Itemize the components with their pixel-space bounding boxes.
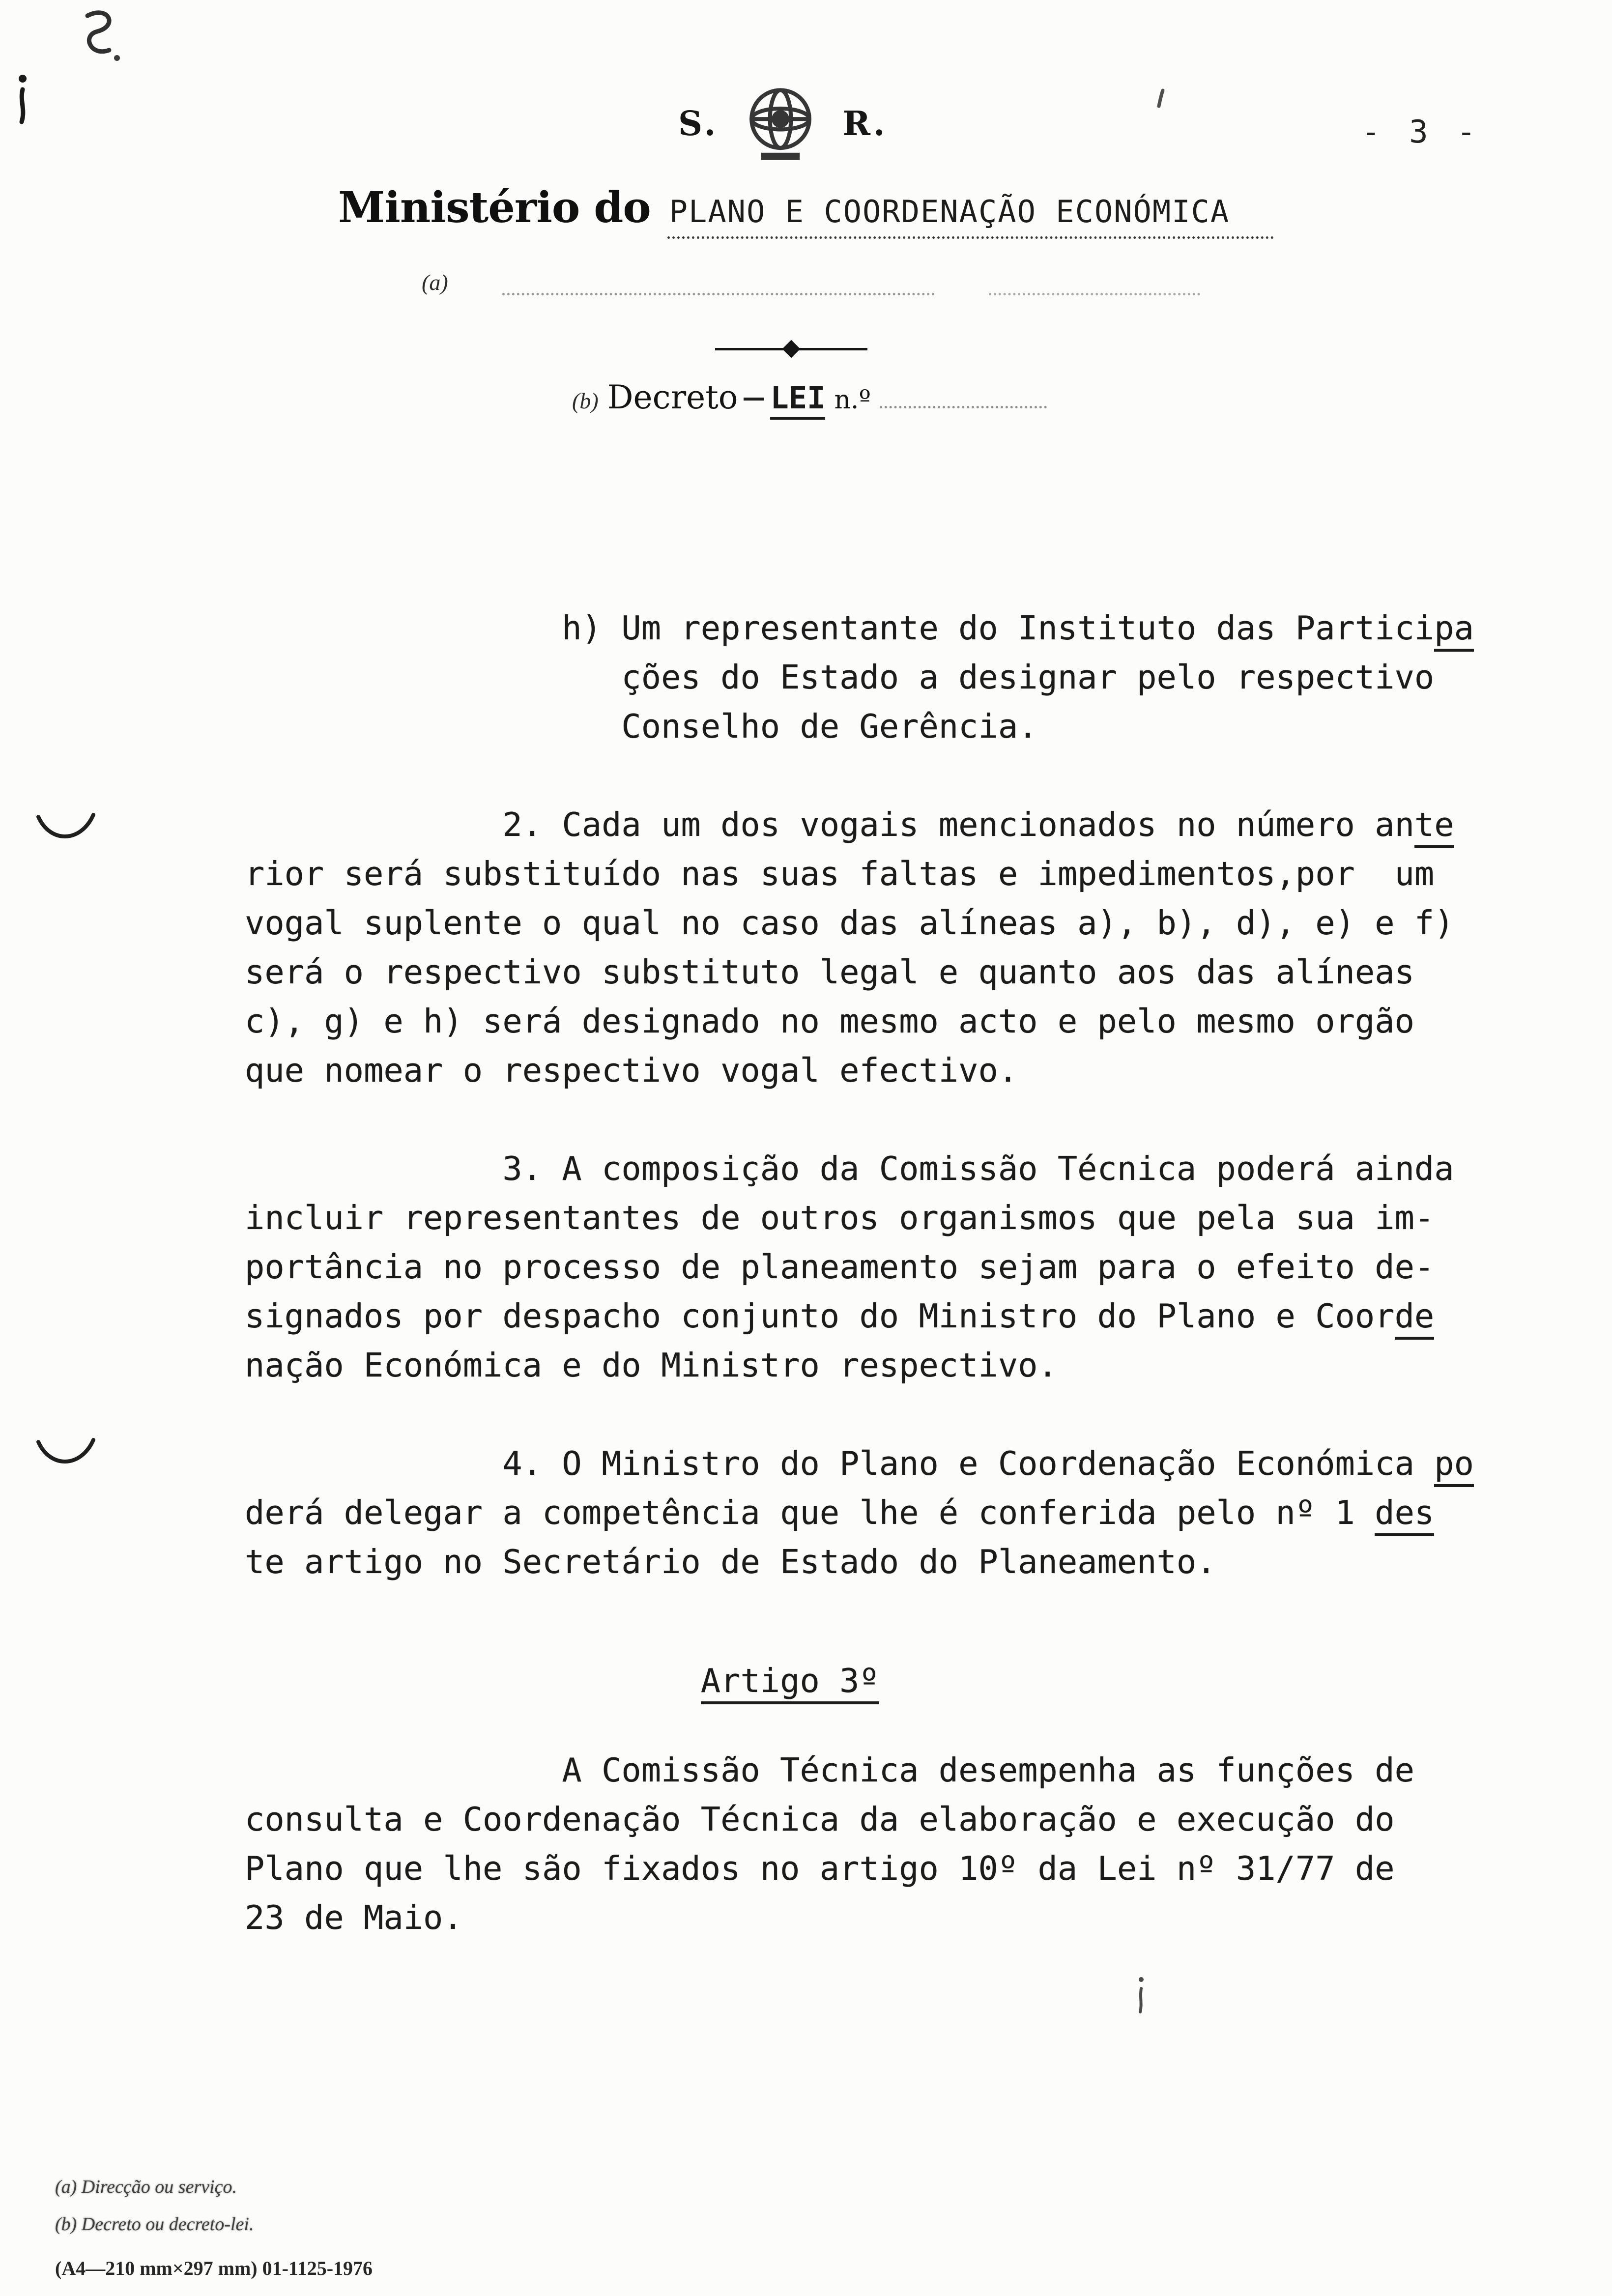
typed-line xyxy=(245,898,1474,947)
typed-text: que nomear o respectivo vogal efectivo. xyxy=(245,1051,1018,1090)
typed-line xyxy=(245,800,1474,849)
typed-text xyxy=(245,1662,701,1700)
typed-text-underlined: te xyxy=(1414,805,1454,848)
typed-line xyxy=(245,997,1474,1046)
typed-text: A Comissão Técnica desempenha as funções de xyxy=(245,1751,1414,1789)
typed-text: ções do Estado a designar pelo respectivo xyxy=(245,658,1435,696)
typed-text: Plano que lhe são fixados no artigo 10º da Lei nº 31/77 de xyxy=(245,1849,1395,1888)
footer-format-line: (A4—210 mm×297 mm) 01-1125-1976 xyxy=(55,2257,373,2279)
dash-stroke xyxy=(744,398,764,401)
typed-text: vogal suplente o qual no caso das alíneas a), b), d), e) e f) xyxy=(245,904,1454,942)
typed-line xyxy=(245,1242,1474,1292)
typed-text: signados por despacho conjunto do Ministro do Plano e Coor xyxy=(245,1297,1395,1335)
typed-line xyxy=(245,702,1474,751)
paragraph xyxy=(245,1746,1474,1942)
typed-text: 23 de Maio. xyxy=(245,1898,463,1937)
footer-note-b: (b) Decreto ou decreto-lei. xyxy=(55,2214,254,2235)
typed-line xyxy=(245,1746,1474,1795)
typed-line xyxy=(245,947,1474,997)
letterhead-letter-r: R. xyxy=(842,104,888,144)
ministry-header xyxy=(338,183,1274,239)
letterhead-letter-s: S. xyxy=(678,104,719,144)
form-field-a-label: (a) xyxy=(422,270,448,295)
typed-text: c), g) e h) será designado no mesmo acto e pelo mesmo orgão xyxy=(245,1002,1414,1040)
typed-line xyxy=(245,1341,1474,1390)
paragraph xyxy=(245,1439,1474,1586)
typed-text: Conselho de Gerência. xyxy=(245,707,1038,746)
typed-text-underlined: de xyxy=(1395,1297,1435,1340)
paragraph xyxy=(245,1144,1474,1390)
margin-check-mark-icon xyxy=(33,1436,98,1473)
ministry-typed-value: PLANO E COORDENAÇÃO ECONÓMICA xyxy=(667,194,1274,239)
typed-text: te artigo no Secretário de Estado do Planeamento. xyxy=(245,1543,1216,1581)
typed-text: consulta e Coordenação Técnica da elaboração e execução do xyxy=(245,1800,1395,1838)
typed-line xyxy=(245,603,1474,653)
ink-mark-icon xyxy=(1156,87,1168,109)
typed-text-underlined: pa xyxy=(1434,609,1474,652)
footer-notes xyxy=(55,2168,254,2243)
ink-mark-icon xyxy=(14,73,38,127)
typed-text-underlined: po xyxy=(1434,1444,1474,1487)
article-heading xyxy=(245,1656,1474,1705)
typed-text-underlined: des xyxy=(1375,1493,1434,1536)
typed-line xyxy=(245,1046,1474,1095)
typed-text: derá delegar a competência que lhe é conferida pelo nº 1 xyxy=(245,1493,1375,1532)
dotted-rule xyxy=(989,273,1200,295)
form-field-a xyxy=(422,269,1200,295)
ministry-printed-label: Ministério do xyxy=(338,183,651,232)
page-number: - 3 - xyxy=(1361,114,1481,150)
typed-line xyxy=(245,1795,1474,1844)
diamond-icon xyxy=(782,340,801,358)
typed-text: h) Um representante do Instituto das Partici xyxy=(245,609,1435,647)
typed-line xyxy=(245,1144,1474,1193)
republic-crest-icon xyxy=(732,84,829,164)
dotted-rule xyxy=(880,386,1047,408)
decree-field xyxy=(572,378,1047,420)
margin-check-mark-icon xyxy=(33,811,98,848)
typed-line xyxy=(245,1193,1474,1242)
typed-text: 3. A composição da Comissão Técnica poderá ainda xyxy=(245,1149,1454,1188)
typed-text: 2. Cada um dos vogais mencionados no número an xyxy=(245,805,1414,844)
ink-mark-icon xyxy=(74,7,128,71)
typed-text: nação Económica e do Ministro respectivo. xyxy=(245,1346,1058,1384)
typed-text: portância no processo de planeamento sejam para o efeito de- xyxy=(245,1248,1435,1286)
typed-line xyxy=(245,653,1474,702)
typed-line xyxy=(245,1488,1474,1537)
divider-line xyxy=(796,348,867,350)
paragraph xyxy=(245,800,1474,1095)
typed-line xyxy=(245,1656,1474,1705)
typed-line xyxy=(245,1844,1474,1893)
typed-body xyxy=(245,603,1474,1942)
typed-text: 4. O Ministro do Plano e Coordenação Económica xyxy=(245,1444,1435,1483)
paragraph xyxy=(245,603,1474,751)
ink-mark-icon xyxy=(1135,1976,1148,2015)
typed-line xyxy=(245,1893,1474,1942)
decree-printed-word: Decreto xyxy=(607,378,738,416)
divider-line xyxy=(715,348,787,350)
typed-text: rior será substituído nas suas faltas e impedimentos,por um xyxy=(245,855,1435,893)
ornament-divider xyxy=(715,339,867,359)
typed-line xyxy=(245,1439,1474,1488)
typed-line xyxy=(245,849,1474,898)
decree-number-label: n.º xyxy=(834,385,871,415)
typed-text-underlined: Artigo 3º xyxy=(701,1662,879,1704)
typed-text: incluir representantes de outros organismos que pela sua im- xyxy=(245,1199,1435,1237)
dotted-rule xyxy=(502,273,935,295)
letterhead xyxy=(678,84,888,164)
typed-line xyxy=(245,1292,1474,1341)
typed-line xyxy=(245,1537,1474,1586)
footer-note-a: (a) Direcção ou serviço. xyxy=(55,2177,237,2197)
form-field-b-label: (b) xyxy=(572,388,599,413)
decree-typed-word: LEI xyxy=(770,380,825,420)
typed-text: será o respectivo substituto legal e quanto aos das alíneas xyxy=(245,953,1414,991)
